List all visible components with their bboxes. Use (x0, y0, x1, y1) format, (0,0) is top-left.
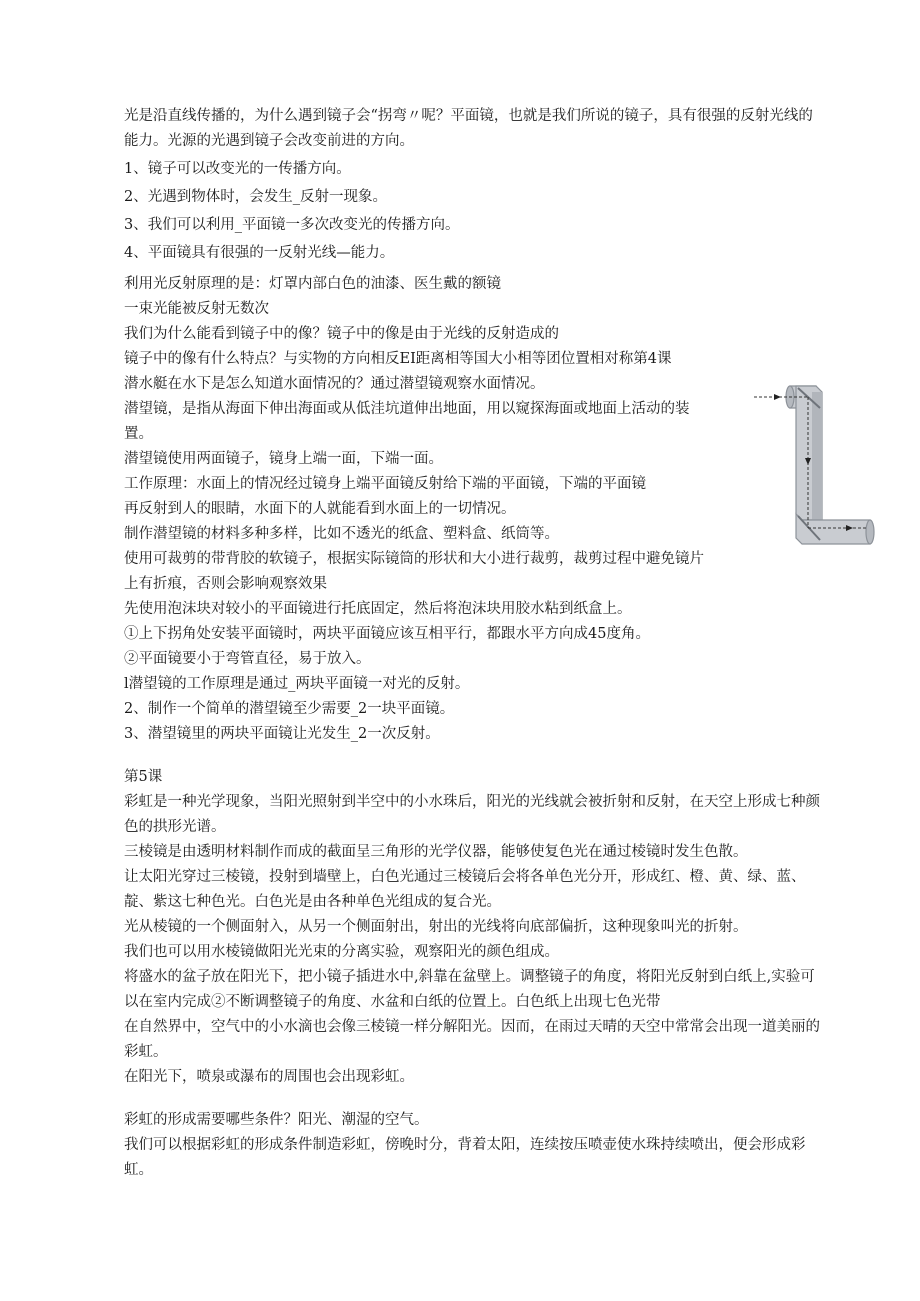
text-line: 潜水艇在水下是怎么知道水面情况的？通过潜望镜观察水面情况。 (124, 376, 545, 392)
text-line: 光从棱镜的一个侧面射入，从另一个侧面射出，射出的光线将向底部偏折，这种现象叫光的折射。 (124, 919, 748, 935)
text-line: l潜望镜的工作原理是通过_两块平面镜一对光的反射。 (124, 676, 470, 692)
text-line: 在阳光下，喷泉或瀑布的周围也会出现彩虹。 (124, 1069, 414, 1085)
list-item: 3、我们可以利用_平面镜一多次改变光的传播方向。 (124, 217, 460, 233)
periscope-tube-shade (812, 392, 822, 520)
text-line: ①上下拐角处安装平面镜时，两块平面镜应该互相平行，都跟水平方向成45度角。 (124, 626, 650, 642)
text-line: 使用可裁剪的带背胶的软镜子，根据实际镜筒的形状和大小进行裁剪，裁剪过程中避免镜片 (124, 551, 704, 567)
text-line: 一束光能被反射无数次 (124, 301, 269, 317)
periscope-bottom-opening (866, 520, 874, 544)
text-line: 将盛水的盆子放在阳光下，把小镜子插进水中,斜靠在盆壁上。调整镜子的角度，将阳光反射到白纸上,实验可以在室内完成②不断调整镜子的角度、水盆和白纸的位置上。白色纸上出现七色光带 (124, 969, 815, 1010)
text-line: 工作原理：水面上的情况经过镜身上端平面镜反射给下端的平面镜，下端的平面镜 (124, 476, 646, 492)
arrow-head-in (774, 394, 781, 400)
text-line: 利用光反射原理的是：灯罩内部白色的油漆、医生戴的额镜 (124, 276, 501, 292)
text-line: 潜望镜，是指从海面下伸出海面或从低洼坑道伸出地面，用以窥探海面或地面上活动的装 (124, 401, 690, 417)
text-line: 镜子中的像有什么特点？与实物的方向相反EI距离相等国大小相等团位置相对称第4课 (124, 351, 672, 367)
text-line: 我们为什么能看到镜子中的像？镜子中的像是由于光线的反射造成的 (124, 326, 559, 342)
text-line: 彩虹是一种光学现象，当阳光照射到半空中的小水珠后，阳光的光线就会被折射和反射，在天空上形成七种颜色的拱形光谱。 (124, 794, 820, 835)
periscope-diagram-icon (750, 378, 880, 550)
lesson-heading: 第5课 (124, 769, 163, 785)
text-line: 在自然界中，空气中的小水滴也会像三棱镜一样分解阳光。因而，在雨过天晴的天空中常常会出现一道美丽的彩虹。 (124, 1019, 820, 1060)
spacer (124, 747, 824, 765)
intro-paragraph: 光是沿直线传播的，为什么遇到镜子会“拐弯〃呢？平面镜，也就是我们所说的镜子，具有很强的反射光线的能力。光源的光遇到镜子会改变前进的方向。 (124, 108, 813, 149)
document-body (124, 104, 824, 1183)
list-item: 4、平面镜具有很强的一反射光线—能力。 (124, 245, 395, 261)
text-line: 先使用泡沫块对较小的平面镜进行托底固定，然后将泡沫块用胶水粘到纸盒上。 (124, 601, 632, 617)
text-line: 3、潜望镜里的两块平面镜让光发生_2一次反射。 (124, 726, 440, 742)
text-line: ②平面镜要小于弯管直径，易于放入。 (124, 651, 371, 667)
text-line: 让太阳光穿过三棱镜，投射到墙壁上，白色光通过三棱镜后会将各单色光分开，形成红、橙、黄、绿、蓝、靛、紫这七种色光。白色光是由各种单色光组成的复合光。 (124, 869, 806, 910)
text-line: 潜望镜使用两面镜子，镜身上端一面，下端一面。 (124, 451, 443, 467)
text-line: 置。 (124, 426, 153, 442)
text-line: 制作潜望镜的材料多种多样，比如不透光的纸盒、塑料盒、纸筒等。 (124, 526, 559, 542)
text-line: 三棱镜是由透明材料制作而成的截面呈三角形的光学仪器，能够使复色光在通过棱镜时发生色散。 (124, 844, 748, 860)
text-line: 2、制作一个简单的潜望镜至少需要_2一块平面镜。 (124, 701, 455, 717)
text-line: 上有折痕，否则会影响观察效果 (124, 576, 327, 592)
spacer (124, 1090, 824, 1108)
text-line: 我们可以根据彩虹的形成条件制造彩虹，傍晚时分，背着太阳，连续按压喷壶使水珠持续喷出，便会形成彩虹。 (124, 1137, 806, 1178)
text-line: 彩虹的形成需要哪些条件？阳光、潮湿的空气。 (124, 1112, 429, 1128)
list-item: 1、镜子可以改变光的一传播方向。 (124, 161, 351, 177)
text-line: 我们也可以用水棱镜做阳光光束的分离实验，观察阳光的颜色组成。 (124, 944, 559, 960)
list-item: 2、光遇到物体时，会发生_反射一现象。 (124, 189, 387, 205)
text-line: 再反射到人的眼睛，水面下的人就能看到水面上的一切情况。 (124, 501, 516, 517)
